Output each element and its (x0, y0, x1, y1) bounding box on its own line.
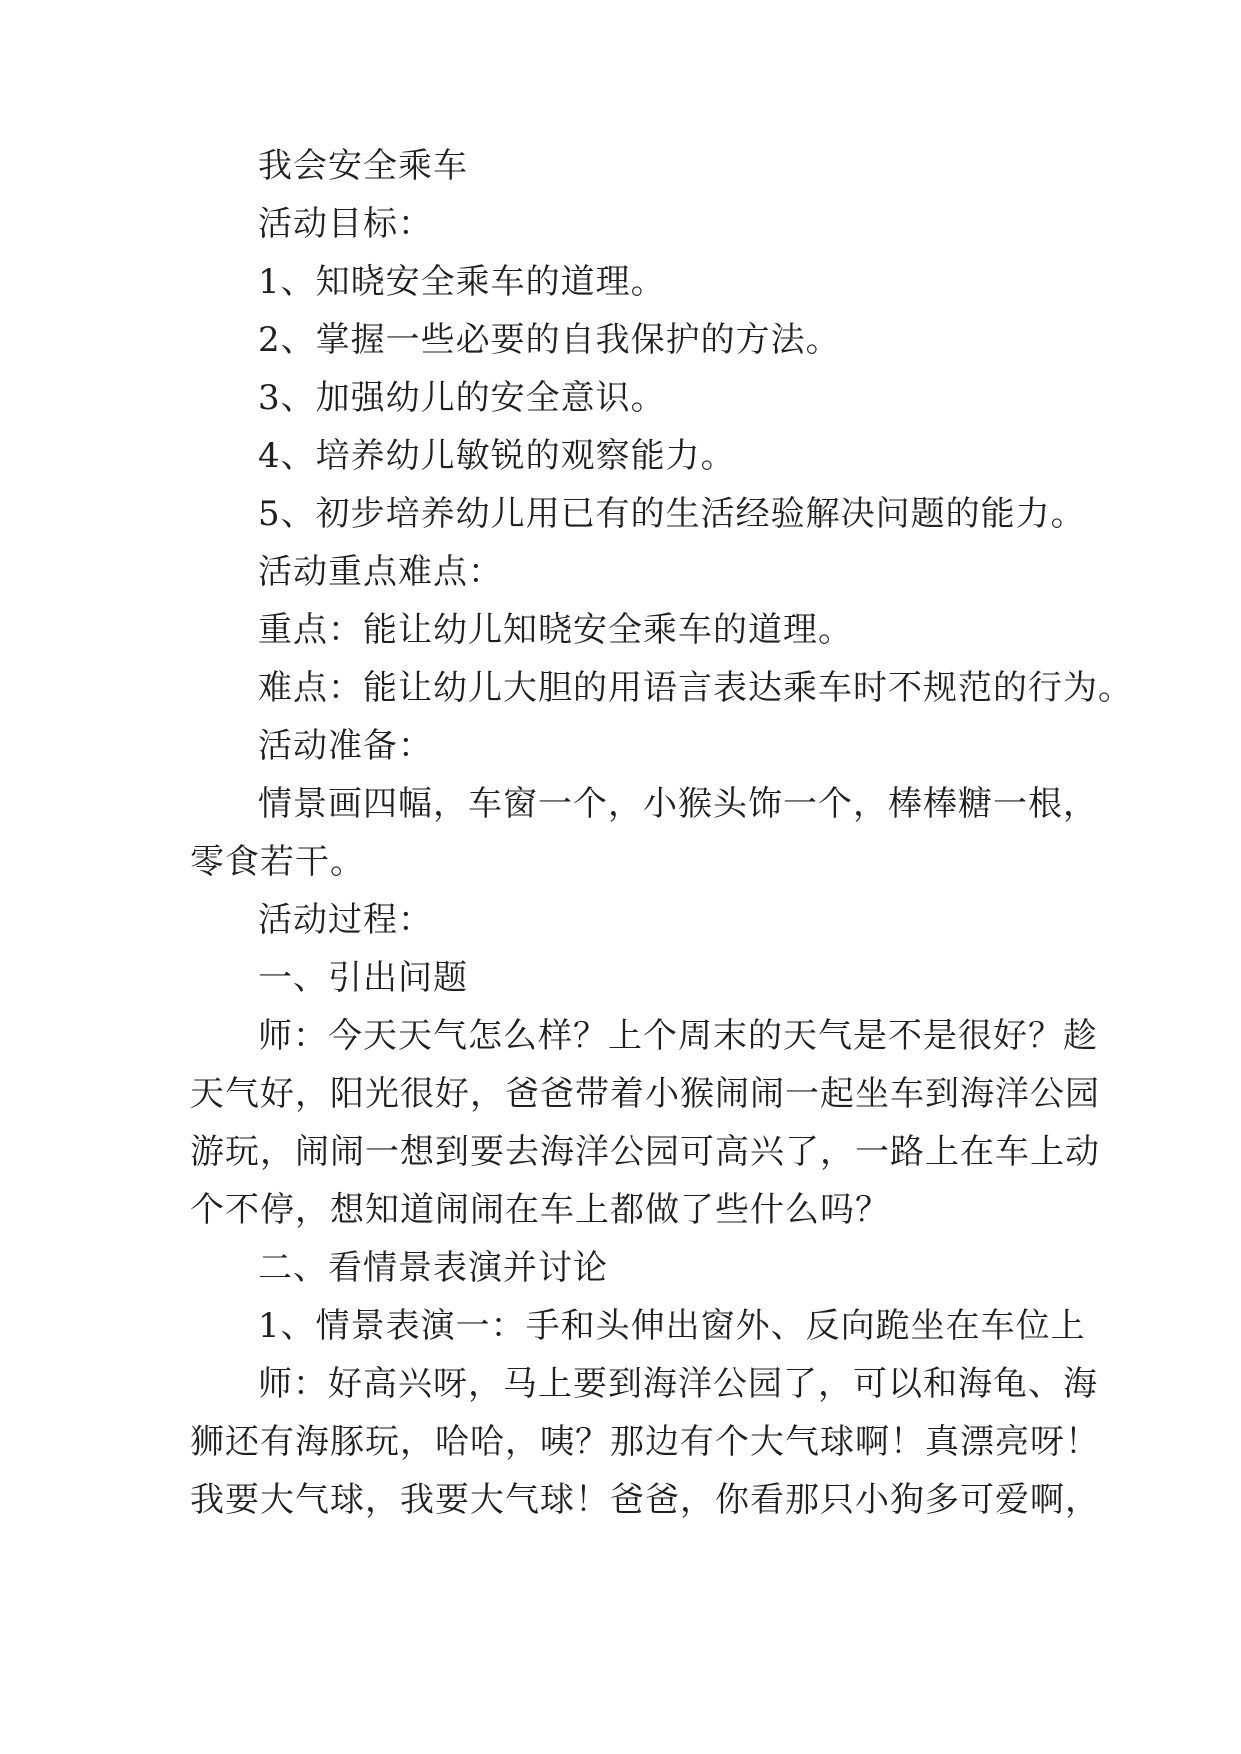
paragraph-line: 天气好，阳光很好，爸爸带着小猴闹闹一起坐车到海洋公园 (190, 1074, 1100, 1114)
section-heading-preparation: 活动准备： (258, 726, 433, 766)
paragraph-line: 游玩，闹闹一想到要去海洋公园可高兴了，一路上在车上动 (190, 1132, 1100, 1172)
goal-item-5: 5、初步培养幼儿用已有的生活经验解决问题的能力。 (258, 494, 1086, 534)
section-heading-process: 活动过程： (258, 900, 433, 940)
section-heading-goals: 活动目标： (258, 204, 433, 244)
document-title: 我会安全乘车 (258, 146, 468, 186)
preparation-text-continued: 零食若干。 (190, 842, 365, 882)
process-step-2-heading: 二、看情景表演并讨论 (258, 1248, 608, 1288)
preparation-text: 情景画四幅，车窗一个，小猴头饰一个，棒棒糖一根， (258, 784, 1098, 824)
paragraph-line: 个不停，想知道闹闹在车上都做了些什么吗？ (190, 1190, 890, 1230)
paragraph-line: 师：今天天气怎么样？上个周末的天气是不是很好？趁 (258, 1016, 1098, 1056)
key-point-text: 重点：能让幼儿知晓安全乘车的道理。 (258, 610, 853, 650)
goal-item-1: 1、知晓安全乘车的道理。 (258, 262, 666, 302)
difficult-point-text: 难点：能让幼儿大胆的用语言表达乘车时不规范的行为。 (258, 668, 1133, 708)
section-heading-key-points: 活动重点难点： (258, 552, 503, 592)
paragraph-line: 师：好高兴呀，马上要到海洋公园了，可以和海龟、海 (258, 1364, 1098, 1404)
goal-item-4: 4、培养幼儿敏锐的观察能力。 (258, 436, 736, 476)
goal-item-3: 3、加强幼儿的安全意识。 (258, 378, 666, 418)
paragraph-line: 我要大气球，我要大气球！爸爸，你看那只小狗多可爱啊， (190, 1480, 1100, 1520)
paragraph-line: 狮还有海豚玩，哈哈，咦？那边有个大气球啊！真漂亮呀！ (190, 1422, 1100, 1462)
scene-performance-1-heading: 1、情景表演一：手和头伸出窗外、反向跪坐在车位上 (258, 1306, 1086, 1346)
process-step-1-heading: 一、引出问题 (258, 958, 468, 998)
goal-item-2: 2、掌握一些必要的自我保护的方法。 (258, 320, 841, 360)
